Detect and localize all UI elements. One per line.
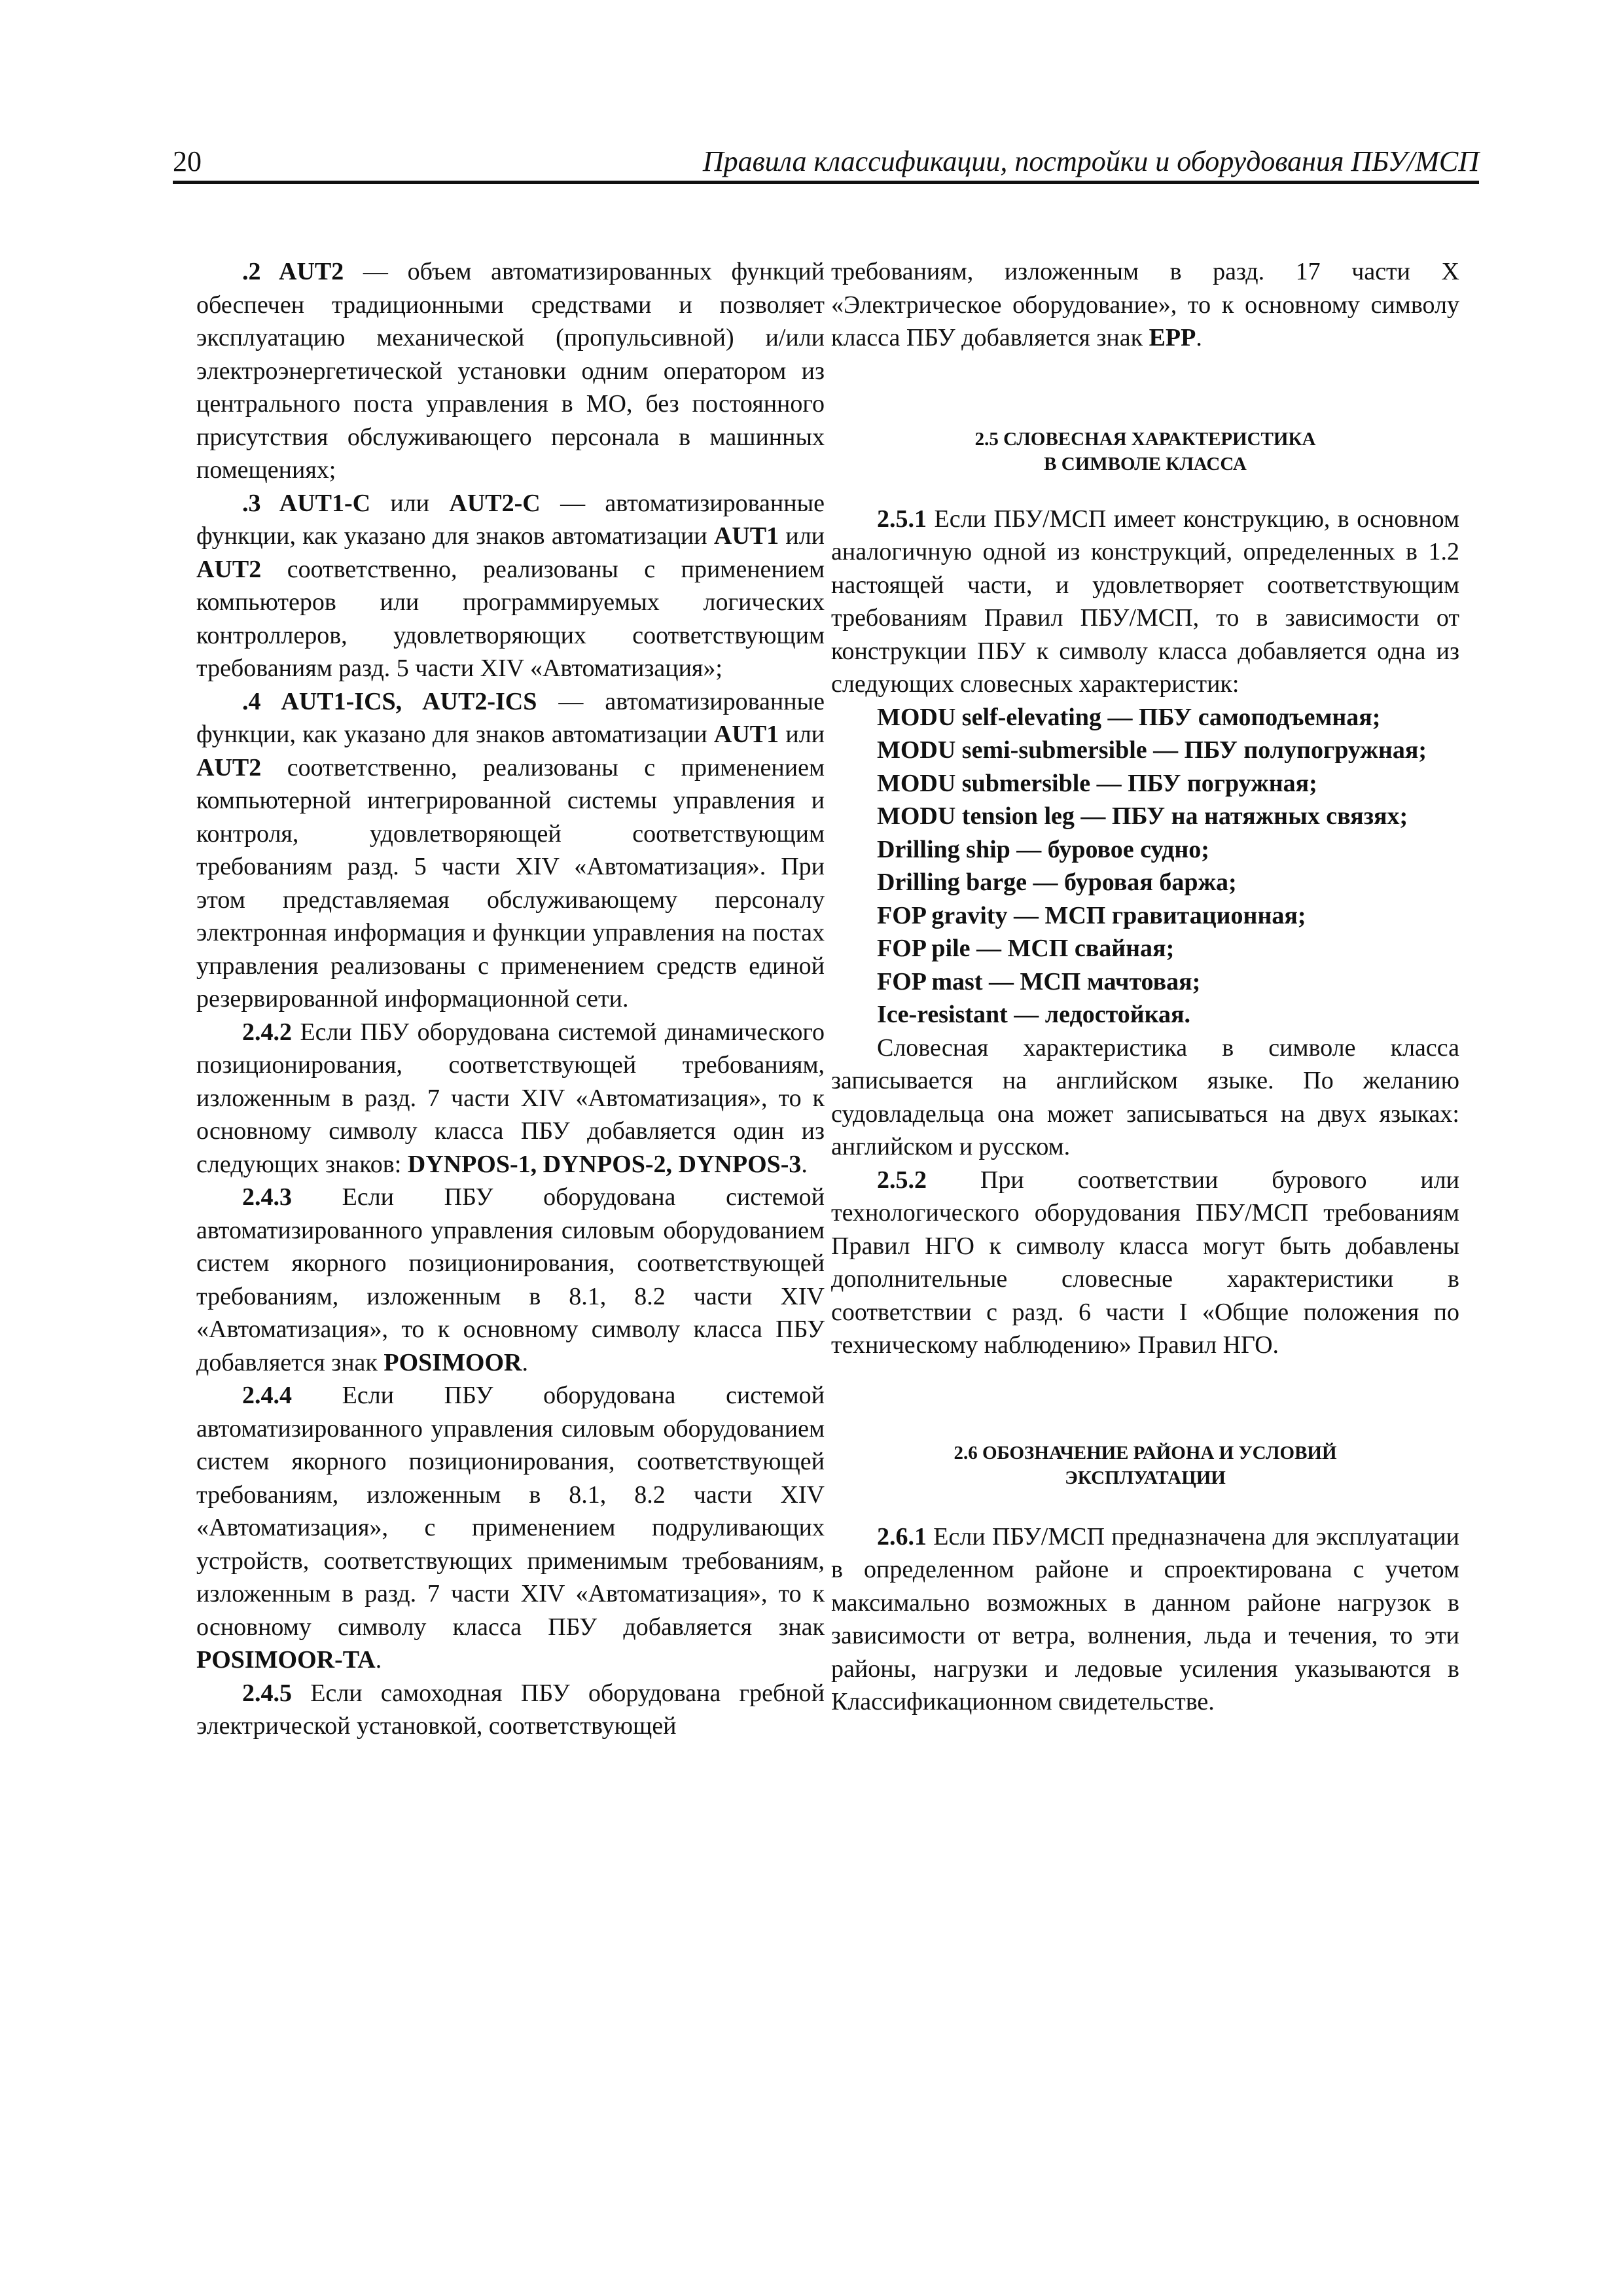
paragraph-text: соответственно, реализованы с применением компьютерной интегрированной системы управления и контроля, удовлетворяющей соответствующим требованиям разд. 5 части XIV «Автоматизация». При этом представляемая обслуживающему персоналу электронная информация и функции управления на постах управления реализованы с применением средств единой резервированной информационной сети.: [196, 753, 825, 1013]
left-column: [196, 255, 825, 1743]
paragraph-2-4-3: [196, 1181, 825, 1379]
paragraph-text: .: [801, 1150, 808, 1178]
item-number: .3 AUT1-C: [242, 489, 371, 517]
right-column: [831, 255, 1459, 1719]
page-number: 20: [173, 145, 202, 177]
paragraph-text: соответственно, реализованы с применением компьютеров или программируемых логических контроллеров, удовлетворяющих соответствующим требованиям разд. 5 части XIV «Автоматизация»;: [196, 555, 825, 682]
clause-number: 2.4.2: [242, 1018, 292, 1046]
paragraph-text: или: [779, 522, 825, 550]
automation-mark: AUT1: [713, 522, 779, 550]
item-number: .2 AUT2: [242, 258, 344, 285]
paragraph-text: .: [375, 1646, 382, 1674]
paragraph-text: Если ПБУ оборудована системой динамического позиционирования, соответствующей требованиям, изложенным в разд. 7 части XIV «Автоматизация», то к основному символу класса ПБУ добавляется один из следующих знаков:: [196, 1018, 825, 1178]
paragraph-2-5-2: [831, 1164, 1459, 1362]
paragraph-2-6-1: [831, 1520, 1459, 1719]
clause-number: 2.4.4: [242, 1382, 292, 1409]
automation-mark: AUT1: [713, 721, 779, 748]
characteristics-list: [831, 701, 1459, 1031]
paragraph-2-4-5: [196, 1677, 825, 1743]
paragraph-2-5-1: [831, 503, 1459, 701]
paragraph-text: .: [1196, 324, 1202, 351]
automation-mark: AUT2-C: [449, 489, 541, 517]
paragraph-2-4-5-continued: [831, 255, 1459, 355]
characteristic-item: FOP pile — МСП свайная;: [877, 935, 1175, 962]
section-heading-2-5: [831, 427, 1459, 476]
paragraph-language-note: Словесная характеристика в символе класса записывается на английском языке. По желанию судовладельца она может записываться на двух языках: английском и русском.: [831, 1033, 1459, 1160]
paragraph-text: требованиям, изложенным в разд. 17 части X «Электрическое оборудование», то к основному символу класса ПБУ добавляется знак: [831, 258, 1459, 351]
characteristic-item: MODU tension leg — ПБУ на натяжных связях;: [877, 802, 1408, 830]
paragraph-text: При соответствии бурового или технологического оборудования ПБУ/МСП требованиям Правил НГО к символу класса могут быть добавлены дополнительные словесные характеристики в соответствии с разд. 6 части I «Общие положения по техническому наблюдению» Правил НГО.: [831, 1166, 1459, 1359]
clause-number: 2.4.5: [242, 1679, 292, 1707]
characteristic-item: Drilling ship — буровое судно;: [877, 835, 1209, 863]
section-heading-2-6: [831, 1441, 1459, 1490]
clause-number: 2.4.3: [242, 1183, 292, 1211]
running-title: Правила классификации, постройки и оборудования ПБУ/МСП: [702, 145, 1479, 177]
paragraph-aut1-c: [196, 487, 825, 685]
page-header: [173, 140, 1479, 184]
characteristic-item: Ice-resistant — ледостойкая.: [877, 1001, 1191, 1028]
paragraph-text: Если самоходная ПБУ оборудована гребной электрической установкой, соответствующей: [196, 1679, 825, 1740]
characteristic-item: FOP gravity — МСП гравитационная;: [877, 901, 1306, 929]
heading-line: 2.5 СЛОВЕСНАЯ ХАРАКТЕРИСТИКА: [974, 428, 1316, 450]
characteristic-item: Drilling barge — буровая баржа;: [877, 869, 1237, 896]
clause-number: 2.5.2: [877, 1166, 927, 1194]
paragraph-text: Если ПБУ/МСП предназначена для эксплуатации в определенном районе и спроектирована с учетом максимально возможных в данном районе нагрузок в зависимости от ветра, волнения, льда и течения, то эти районы, нагрузки и ледовые усиления указываются в Классификационном свидетельстве.: [831, 1522, 1459, 1715]
dynpos-marks: DYNPOS-1, DYNPOS-2, DYNPOS-3: [407, 1150, 802, 1178]
paragraph-text: — автоматизированные функции, как указано для знаков автоматизации: [196, 687, 825, 748]
clause-number: 2.6.1: [877, 1522, 927, 1551]
automation-mark: AUT2: [196, 753, 262, 781]
characteristic-item: MODU self-elevating — ПБУ самоподъемная;: [877, 703, 1381, 731]
paragraph-2-4-4: [196, 1379, 825, 1677]
automation-mark: AUT2: [196, 555, 262, 583]
clause-number: 2.5.1: [877, 505, 927, 533]
paragraph-text: — объем автоматизированных функций обеспечен традиционными средствами и позволяет эксплуатацию механической (пропульсивной) и/или электроэнергетической установки одним оператором из центрального поста управления в МО, без постоянного присутствия обслуживающего персонала в машинных помещениях;: [196, 258, 825, 484]
characteristic-item: MODU semi-submersible — ПБУ полупогружная;: [877, 736, 1427, 764]
posimoor-mark: POSIMOOR: [383, 1348, 522, 1376]
posimoor-ta-mark: POSIMOOR-TA: [196, 1646, 376, 1674]
heading-line: В СИМВОЛЕ КЛАССА: [1044, 453, 1247, 475]
paragraph-text: .: [522, 1348, 528, 1376]
epp-mark: EPP: [1149, 324, 1196, 351]
heading-line: ЭКСПЛУАТАЦИИ: [1065, 1467, 1226, 1488]
paragraph-text: Если ПБУ/МСП имеет конструкцию, в основном аналогичную одной из конструкций, определенных в 1.2 настоящей части, и удовлетворяет соответствующим требованиям Правил ПБУ/МСП, то в зависимости от конструкции ПБУ к символу класса добавляется одна из следующих словесных характеристик:: [831, 505, 1459, 698]
item-number: .4 AUT1-ICS, AUT2-ICS: [242, 687, 537, 715]
characteristic-item: FOP mast — МСП мачтовая;: [877, 967, 1201, 996]
characteristic-item: MODU submersible — ПБУ погружная;: [877, 769, 1317, 797]
paragraph-aut1-ics: [196, 685, 825, 1016]
heading-line: 2.6 ОБОЗНАЧЕНИЕ РАЙОНА И УСЛОВИЙ: [954, 1442, 1337, 1463]
paragraph-text: или: [370, 489, 450, 517]
paragraph-text: Если ПБУ оборудована системой автоматизированного управления силовым оборудованием систем якорного позиционирования, соответствующей требованиям, изложенным в 8.1, 8.2 части XIV «Автоматизация», с применением подруливающих устройств, соответствующих применимым требованиям, изложенным в разд. 7 части XIV «Автоматизация», то к основному символу класса ПБУ добавляется знак: [196, 1382, 825, 1641]
paragraph-aut2: [196, 255, 825, 487]
paragraph-2-4-2: [196, 1016, 825, 1181]
paragraph-text: или: [779, 721, 825, 748]
paragraph-text: Если ПБУ оборудована системой автоматизированного управления силовым оборудованием систем якорного позиционирования, соответствующей требованиям, изложенным в 8.1, 8.2 части XIV «Автоматизация», то к основному символу класса ПБУ добавляется знак: [196, 1183, 825, 1376]
paragraph-text: — автоматизированные функции, как указано для знаков автоматизации: [196, 489, 825, 550]
